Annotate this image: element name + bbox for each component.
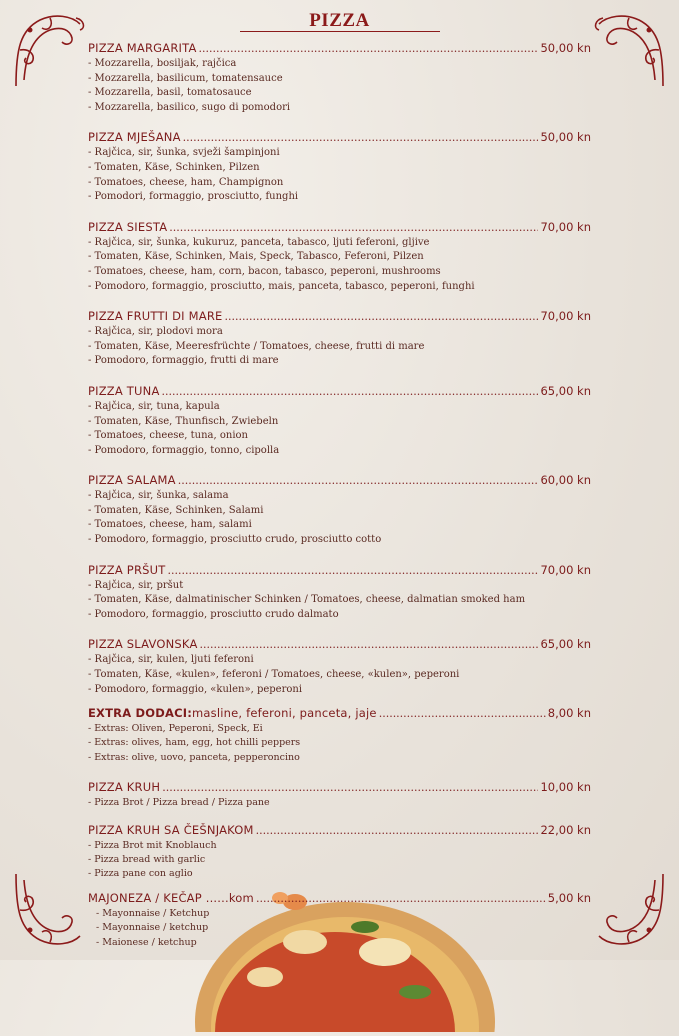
ornament-bottom-right-icon	[587, 868, 669, 950]
item-desc-line: - Tomaten, Käse, «kulen», feferoni / Tomatoes, cheese, «kulen», peperoni	[88, 669, 460, 681]
menu-list	[88, 40, 591, 950]
item-name: PIZZA MJEŠANA	[88, 130, 181, 145]
item-desc-line: - Rajčica, sir, tuna, kapula	[88, 400, 220, 412]
item-desc-line: - Rajčica, sir, pršut	[88, 579, 184, 591]
item-desc-line: - Extras: olive, uovo, panceta, pepperoncino	[88, 751, 300, 763]
item-desc-line: - Rajčica, sir, plodovi mora	[88, 326, 223, 338]
ornament-bottom-left-icon	[10, 868, 92, 950]
item-price: 5,00 kn	[547, 890, 591, 905]
item-desc-line: - Mozzarella, bosiljak, rajčica	[88, 58, 237, 69]
item-name: PIZZA SALAMA	[88, 473, 176, 488]
item-name: PIZZA MARGARITA	[88, 41, 197, 55]
item-desc-line: - Maionese / ketchup	[96, 936, 197, 948]
item-desc-line: - Pomodoro, formaggio, tonno, cipolla	[88, 444, 280, 456]
item-name: MAJONEZA / KEČAP ......kom	[88, 890, 254, 905]
item-name: PIZZA FRUTTI DI MARE	[88, 309, 223, 324]
menu-item-margarita	[88, 40, 591, 115]
item-name: PIZZA TUNA	[88, 383, 160, 398]
item-price: 70,00 kn	[540, 309, 591, 324]
item-desc-line: - Pomodoro, formaggio, prosciutto crudo dalmato	[88, 608, 339, 620]
item-price: 50,00 kn	[540, 41, 591, 55]
item-desc-line: - Rajčica, sir, šunka, salama	[88, 490, 229, 502]
item-desc-line: - Tomaten, Käse, Meeresfrüchte / Tomatoes, cheese, frutti di mare	[88, 340, 425, 352]
item-desc-line: - Tomatoes, cheese, ham, Champignon	[88, 176, 284, 188]
item-desc-line: - Mayonnaise / ketchup	[96, 922, 209, 934]
menu-item-siesta	[88, 219, 591, 294]
item-price: 8,00 kn	[547, 706, 591, 721]
item-desc-line: - Rajčica, sir, šunka, kukuruz, panceta, tabasco, ljuti feferoni, gljive	[88, 236, 430, 248]
item-desc-line: - Rajčica, sir, šunka, svježi šampinjoni	[88, 147, 280, 159]
item-desc-line: - Mozzarella, basilicum, tomatensauce	[88, 72, 283, 84]
item-desc-line: - Mozzarella, basilico, sugo di pomodori	[88, 101, 291, 113]
title-underline	[240, 31, 440, 32]
menu-item-frutti-di-mare	[88, 308, 591, 369]
item-desc-line: - Pomodoro, formaggio, frutti di mare	[88, 355, 279, 367]
item-price: 65,00 kn	[540, 637, 591, 652]
item-desc-line: - Mayonnaise / Ketchup	[96, 907, 210, 919]
item-desc-line: - Tomatoes, cheese, ham, salami	[88, 519, 252, 531]
item-name: PIZZA KRUH	[88, 779, 161, 794]
menu-item-prsut	[88, 562, 591, 623]
menu-item-slavonska	[88, 636, 591, 697]
item-price: 50,00 kn	[540, 130, 591, 145]
item-desc-line: - Pizza Brot / Pizza bread / Pizza pane	[88, 796, 270, 808]
item-desc-line: - Tomaten, Käse, Schinken, Pilzen	[88, 161, 260, 173]
item-name: PIZZA SIESTA	[88, 219, 168, 234]
item-desc-line: - Tomaten, Käse, Thunfisch, Zwiebeln	[88, 415, 279, 427]
item-price: 70,00 kn	[540, 219, 591, 234]
item-price: 22,00 kn	[540, 823, 591, 838]
item-desc-line: - Pomodoro, formaggio, prosciutto crudo, prosciutto cotto	[88, 534, 382, 546]
item-desc-line: - Tomaten, Käse, Schinken, Salami	[88, 504, 264, 516]
menu-item-pizza-kruh-cesnjak	[88, 822, 591, 882]
item-desc-line: - Extras: Oliven, Peperoni, Speck, Ei	[88, 723, 263, 735]
item-price: 65,00 kn	[540, 383, 591, 398]
item-desc-line: - Pomodoro, formaggio, «kulen», peperoni	[88, 683, 303, 695]
item-desc-line: - Tomaten, Käse, Schinken, Mais, Speck, Tabasco, Feferoni, Pilzen	[88, 251, 424, 263]
item-desc-line: - Mozzarella, basil, tomatosauce	[88, 87, 252, 99]
menu-item-tuna	[88, 383, 591, 458]
item-name: PIZZA SLAVONSKA	[88, 637, 198, 652]
item-name: EXTRA DODACI:	[88, 706, 193, 721]
menu-item-majoneza-kecap	[88, 890, 591, 951]
item-desc-line: - Tomaten, Käse, dalmatinischer Schinken / Tomatoes, cheese, dalmatian smoked ham	[88, 594, 526, 606]
item-desc-line: - Pomodoro, formaggio, prosciutto, mais, panceta, tabasco, peperoni, funghi	[88, 280, 475, 292]
menu-item-extras	[88, 705, 591, 765]
item-desc-line: - Tomatoes, cheese, tuna, onion	[88, 430, 248, 442]
menu-item-pizza-kruh	[88, 779, 591, 810]
item-desc-line: - Pizza bread with garlic	[88, 854, 206, 866]
item-desc-line: - Pomodori, formaggio, prosciutto, funghi	[88, 191, 299, 203]
item-desc-line: - Rajčica, sir, kulen, ljuti feferoni	[88, 654, 254, 666]
page-title: PIZZA	[309, 10, 370, 31]
item-detail: masline, feferoni, panceta, jaje	[192, 706, 377, 721]
item-name: PIZZA KRUH SA ČEŠNJAKOM	[88, 823, 254, 838]
item-price: 60,00 kn	[540, 473, 591, 488]
item-desc-line: - Pizza Brot mit Knoblauch	[88, 840, 217, 852]
item-desc-line: - Extras: olives, ham, egg, hot chilli peppers	[88, 737, 301, 749]
menu-item-mjesana	[88, 129, 591, 204]
item-desc-line: - Tomatoes, cheese, ham, corn, bacon, tabasco, peperoni, mushrooms	[88, 265, 441, 277]
menu-item-salama	[88, 472, 591, 547]
item-name: PIZZA PRŠUT	[88, 562, 166, 577]
item-desc-line: - Pizza pane con aglio	[88, 868, 193, 880]
item-price: 10,00 kn	[540, 779, 591, 794]
item-price: 70,00 kn	[540, 562, 591, 577]
